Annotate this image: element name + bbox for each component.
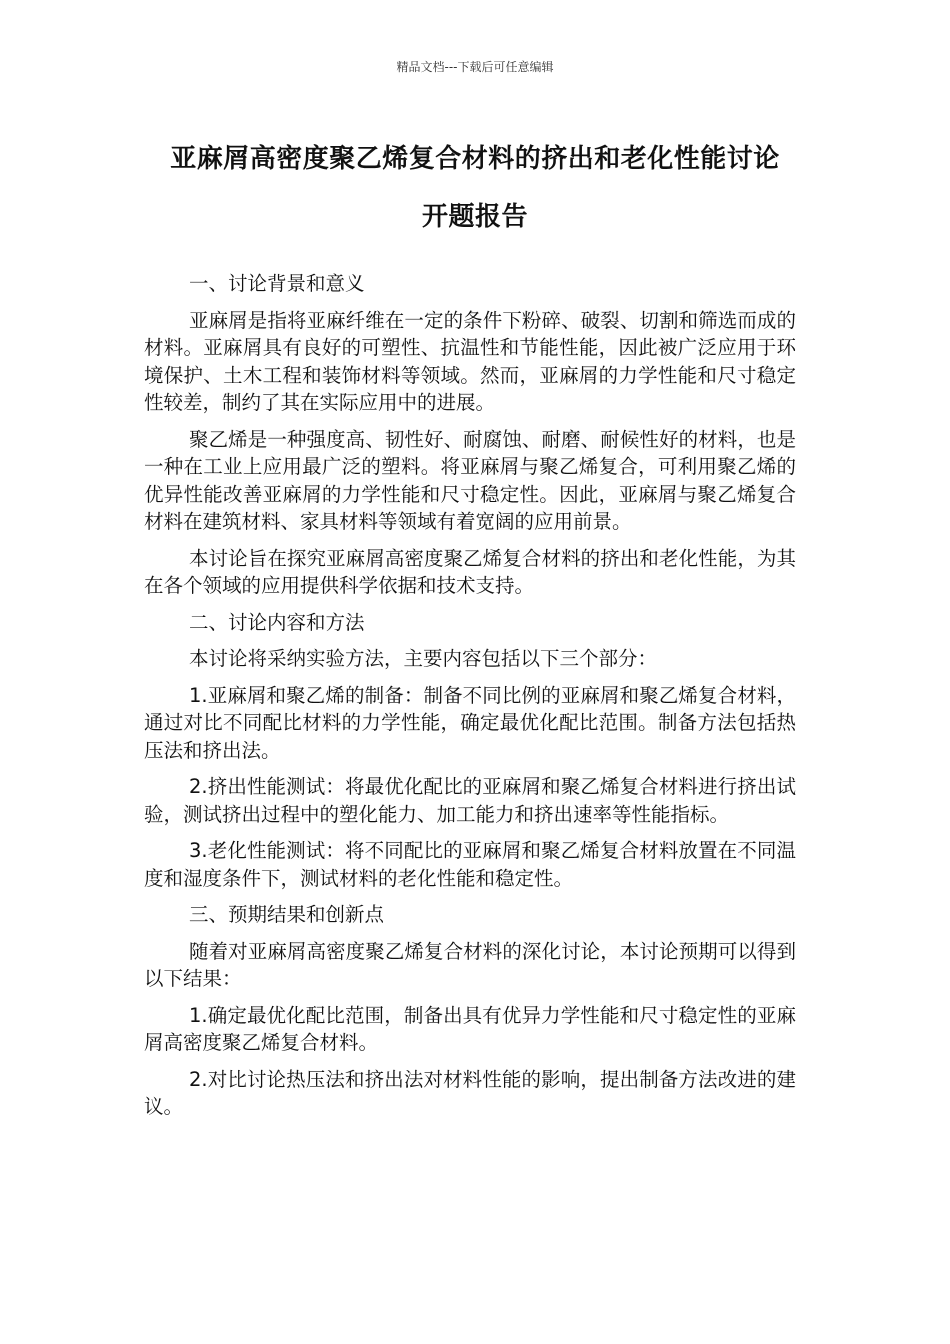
paragraph-expected-intro: 随着对亚麻屑高密度聚乙烯复合材料的深化讨论，本讨论预期可以得到以下结果： — [144, 939, 796, 990]
document-body — [144, 270, 796, 1130]
list-item-extrusion-test: 2.挤出性能测试：将最优化配比的亚麻屑和聚乙烯复合材料进行挤出试验，测试挤出过程中的塑化能力、加工能力和挤出速率等性能指标。 — [144, 775, 796, 826]
document-title-line2: 开题报告 — [421, 202, 528, 232]
paragraph-flax-shives: 亚麻屑是指将亚麻纤维在一定的条件下粉碎、破裂、切割和筛选而成的材料。亚麻屑具有良好的可塑性、抗温性和节能性能，因此被广泛应用于环境保护、土木工程和装饰材料等领域。然而，亚麻屑的力学性能和尺寸稳定性较差，制约了其在实际应用中的进展。 — [144, 308, 796, 414]
paragraph-method-intro: 本讨论将采纳实验方法，主要内容包括以下三个部分： — [189, 647, 658, 670]
list-item-aging-test: 3.老化性能测试：将不同配比的亚麻屑和聚乙烯复合材料放置在不同温度和湿度条件下，测试材料的老化性能和稳定性。 — [144, 839, 796, 890]
section-heading-background: 一、讨论背景和意义 — [189, 272, 365, 295]
section-heading-content-method: 二、讨论内容和方法 — [189, 610, 365, 634]
paragraph-polyethylene: 聚乙烯是一种强度高、韧性好、耐腐蚀、耐磨、耐候性好的材料，也是一种在工业上应用最广泛的塑料。将亚麻屑与聚乙烯复合，可利用聚乙烯的优异性能改善亚麻屑的力学性能和尺寸稳定性。因此，亚麻屑与聚乙烯复合材料在建筑材料、家具材料等领域有着宽阔的应用前景。 — [144, 427, 796, 533]
section-heading-expected-results: 三、预期结果和创新点 — [189, 903, 385, 926]
list-item-preparation: 1.亚麻屑和聚乙烯的制备：制备不同比例的亚麻屑和聚乙烯复合材料，通过对比不同配比材料的力学性能，确定最优化配比范围。制备方法包括热压法和挤出法。 — [144, 683, 796, 762]
document-title-line1: 亚麻屑高密度聚乙烯复合材料的挤出和老化性能讨论 — [170, 144, 780, 174]
list-item-result-2: 2.对比讨论热压法和挤出法对材料性能的影响，提出制备方法改进的建议。 — [144, 1067, 796, 1118]
header-note: 精品文档---下载后可任意编辑 — [396, 60, 554, 74]
list-item-result-1: 1.确定最优化配比范围，制备出具有优异力学性能和尺寸稳定性的亚麻屑高密度聚乙烯复合材料。 — [144, 1003, 796, 1054]
paragraph-purpose: 本讨论旨在探究亚麻屑高密度聚乙烯复合材料的挤出和老化性能，为其在各个领域的应用提供科学依据和技术支持。 — [144, 546, 796, 597]
